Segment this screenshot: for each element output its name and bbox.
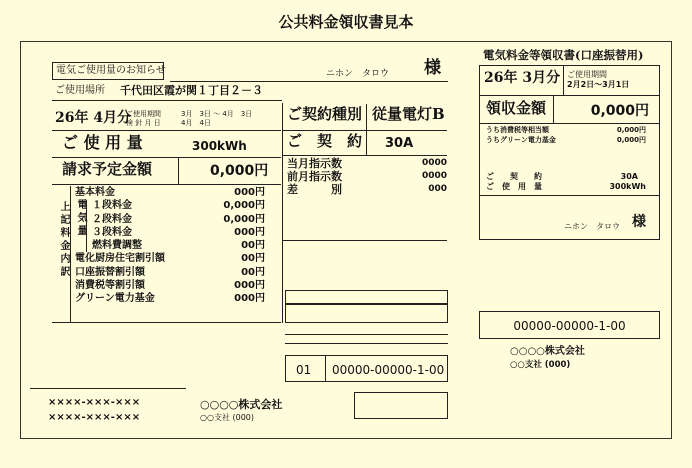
- footer-company-name: ○○○○株式会社: [200, 398, 283, 411]
- billing-label: 請求予定金額: [62, 160, 153, 178]
- receipt-month-divider: [563, 66, 564, 95]
- receipt-box: [479, 65, 660, 240]
- receipt-account-code-box: [479, 311, 660, 339]
- period-year-month: 26年 4月分: [55, 110, 132, 126]
- billing-value: 0,000円: [210, 163, 269, 179]
- breakdown-item-value: 0,000円: [223, 200, 265, 212]
- meter-vertical-label: 電気量: [75, 199, 86, 238]
- breakdown-item: [75, 201, 265, 214]
- breakdown-item-value: 000円: [234, 293, 265, 305]
- middle-column-divider: [282, 103, 283, 323]
- meter-read-date-value: 4月 4日: [181, 119, 211, 127]
- usage-underline: [52, 157, 281, 158]
- receipt-amount-value: 0,000円: [590, 103, 649, 119]
- receipt-row-line-2: [480, 123, 659, 124]
- receipt-header: 電気料金等領収書(口座振替用): [483, 48, 644, 62]
- receipt-period-label: ご使用期間: [567, 70, 607, 79]
- meter-row: [287, 184, 447, 197]
- receipt-amount-divider: [553, 96, 554, 123]
- notice-label: 電気ご使用量のお知らせ: [56, 65, 166, 76]
- breakdown-item-label: 口座振替割引額: [75, 266, 145, 278]
- stamp-box: [354, 392, 448, 419]
- receipt-contract-label: ご 契 約: [486, 172, 542, 181]
- breakdown-item-label: ３段料金: [92, 226, 132, 238]
- period-values: [181, 110, 252, 128]
- location-underline: [52, 100, 282, 101]
- meter-row-value: 0000: [421, 158, 447, 168]
- receipt-period: [567, 70, 629, 90]
- account-code-box: [285, 355, 448, 382]
- breakdown-item-value: 000円: [234, 187, 265, 198]
- receipt-row-line-3: [480, 195, 659, 196]
- blank-line-1: [285, 334, 448, 335]
- receipt-company-name: ○○○○株式会社: [510, 346, 585, 357]
- breakdown-item-label: 燃料費調整: [92, 240, 142, 252]
- notice-label-box: [52, 62, 164, 80]
- name-underline: [170, 81, 448, 82]
- breakdown-item-label: 基本料金: [75, 187, 115, 198]
- location-label: ご使用場所: [55, 85, 105, 96]
- meter-readings: [287, 158, 447, 197]
- period-underline: [52, 130, 281, 131]
- blank-box-1: [285, 290, 448, 304]
- usage-period-value: 3月 3日 ～ 4月 3日: [181, 110, 253, 118]
- breakdown-item-value: 000円: [234, 226, 265, 238]
- location-value: 千代田区霞が関１丁目２－３: [120, 84, 263, 97]
- meter-row-value: 0000: [421, 171, 447, 181]
- blank-box-2: [285, 304, 448, 323]
- meter-row-label: 前月指示数: [287, 170, 342, 183]
- contract-type-value: 従量電灯B: [372, 105, 445, 123]
- receipt-tax-label: うちグリーン電力基金: [486, 136, 556, 144]
- receipt-honorific: 様: [632, 214, 646, 230]
- meter-row-label: 当月指示数: [287, 157, 342, 170]
- breakdown-vertical-label: 上記料金内訳: [58, 201, 69, 279]
- page-title: 公共料金領収書見本: [278, 13, 414, 31]
- customer-name: ニホン タロウ: [326, 69, 390, 79]
- usage-period-label: ご使用期間: [126, 110, 161, 118]
- breakdown-item: [75, 254, 265, 267]
- account-code-prefix: 01: [296, 363, 312, 377]
- usage-value: 300kWh: [192, 139, 247, 153]
- meter-row-value: 000: [428, 184, 447, 194]
- meter-row-label: 差 別: [287, 183, 342, 196]
- phone-number-2: ××××-×××-×××: [48, 412, 141, 423]
- receipt-period-value: 2月2日～3月1日: [567, 80, 630, 89]
- contract-underline: [283, 155, 447, 156]
- contract-type-label: ご契約種別: [287, 105, 363, 123]
- receipt-amount-label: 領収金額: [486, 99, 547, 117]
- breakdown-item-label: １段料金: [92, 200, 132, 212]
- receipt-row-line-1: [480, 95, 659, 96]
- breakdown-item-value: 00円: [241, 253, 265, 265]
- breakdown-item-value: 000円: [234, 280, 265, 292]
- breakdown-item: [75, 215, 265, 228]
- breakdown-bracket: [70, 186, 71, 322]
- receipt-usage-row: [486, 183, 646, 193]
- usage-label: ご 使 用 量: [62, 133, 143, 152]
- receipt-usage-label: ご 使 用 量: [486, 182, 542, 191]
- contract-type-divider: [366, 104, 367, 130]
- receipt-branch: ○○支社 (000): [510, 360, 571, 370]
- receipt-tax-row: [486, 137, 646, 147]
- breakdown-item-value: 00円: [241, 240, 265, 252]
- breakdown-bottom-line: [52, 322, 281, 323]
- footer-branch: ○○支社 (000): [200, 413, 255, 422]
- phone-divider: [30, 388, 186, 389]
- contract-value: 30A: [385, 136, 414, 151]
- receipt-tax-label: うち消費税等相当額: [486, 126, 549, 134]
- receipt-contract-value: 30A: [620, 172, 638, 181]
- receipt-usage-value: 300kWh: [609, 182, 646, 191]
- receipt-tax-list: [486, 127, 646, 147]
- meter-underline: [283, 240, 447, 241]
- breakdown-item-value: 00円: [241, 266, 265, 278]
- breakdown-item: [75, 294, 265, 307]
- period-labels: [126, 110, 161, 128]
- contract-type-underline: [283, 130, 447, 131]
- meter-read-date-label: 検 針 月 日: [126, 119, 161, 127]
- blank-line-2: [285, 343, 448, 344]
- contract-label: ご 契 約: [287, 132, 363, 150]
- contract-divider: [366, 131, 367, 155]
- breakdown-list: [75, 188, 265, 308]
- account-code-number: 00000-00000-1-00: [332, 363, 445, 377]
- breakdown-item-label: ２段料金: [92, 213, 132, 225]
- receipt-year-month: 26年 3月分: [484, 70, 561, 86]
- breakdown-item-label: グリーン電力基金: [75, 293, 155, 305]
- breakdown-item-label: 消費税等割引額: [75, 280, 145, 292]
- receipt-customer-name: ニホン タロウ: [564, 222, 620, 231]
- phone-number-1: ××××-×××-×××: [48, 397, 141, 408]
- receipt-account-code: 00000-00000-1-00: [513, 319, 626, 333]
- breakdown-item-value: 0,000円: [223, 213, 265, 225]
- billing-divider: [178, 158, 179, 184]
- account-code-divider: [325, 356, 326, 381]
- breakdown-item-label: 電化厨房住宅割引額: [75, 253, 165, 265]
- receipt-tax-value: 0,000円: [616, 136, 646, 144]
- billing-underline: [52, 184, 281, 185]
- customer-honorific: 様: [424, 58, 441, 78]
- receipt-tax-value: 0,000円: [616, 126, 646, 134]
